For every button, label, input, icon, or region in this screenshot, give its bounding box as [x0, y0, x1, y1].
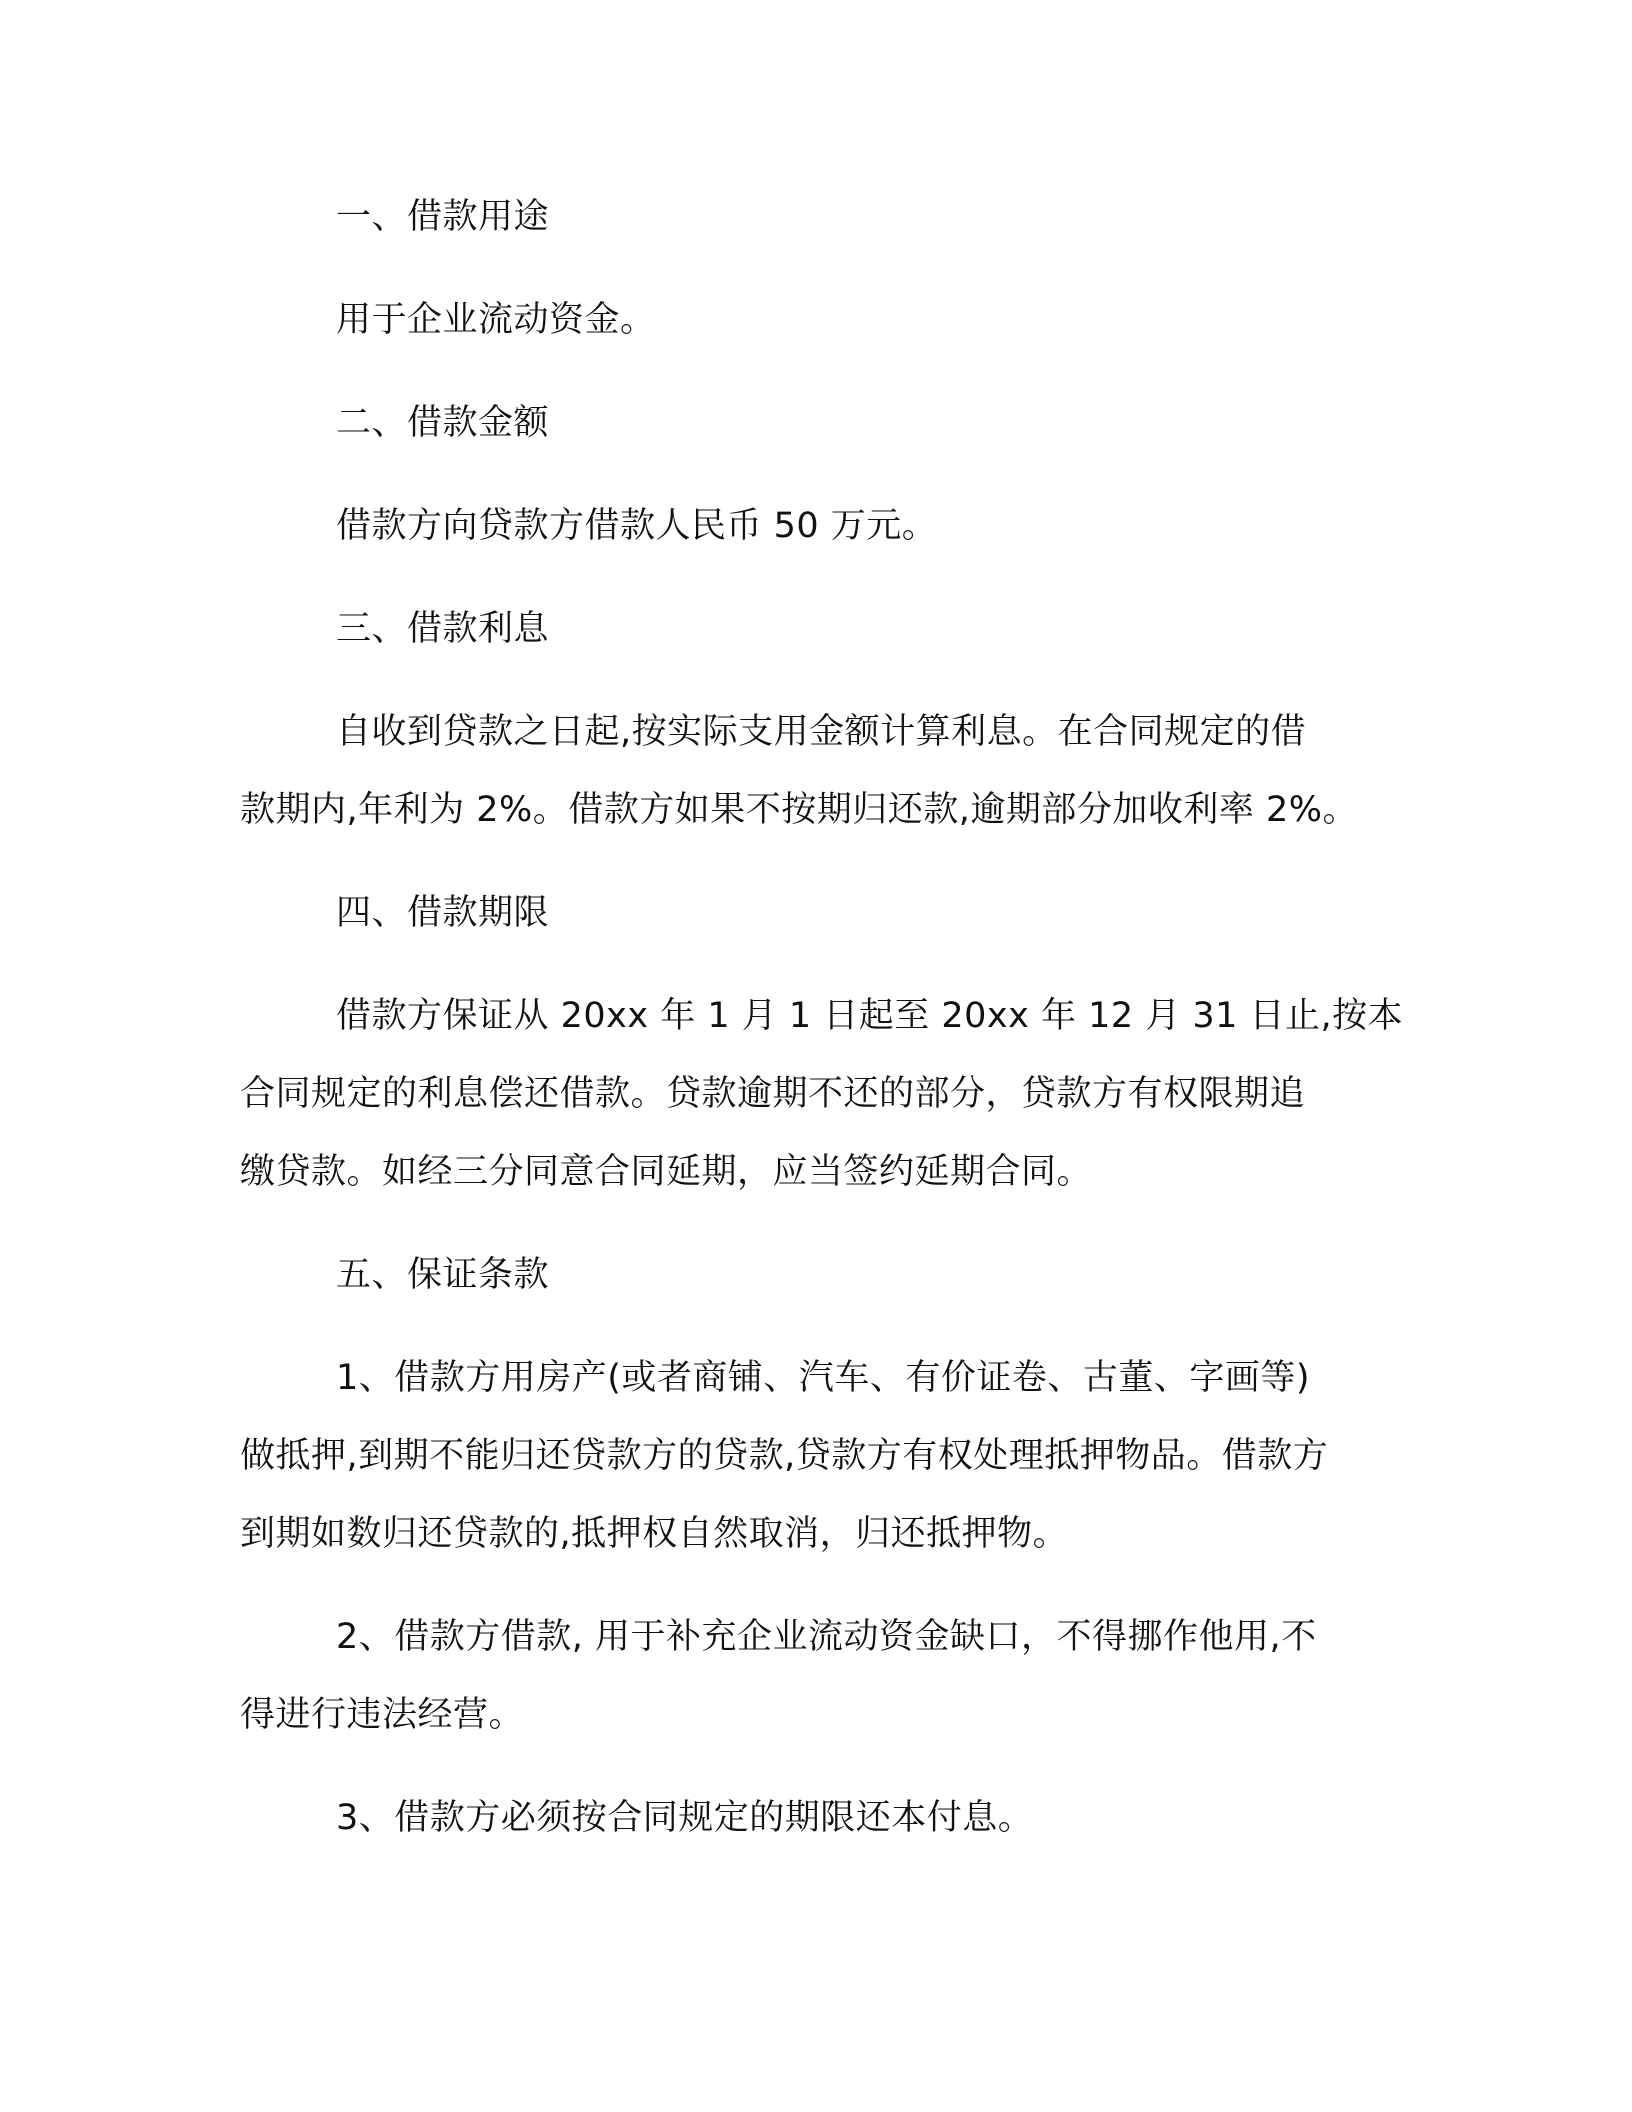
clause-line: 1、借款方用房产(或者商铺、汽车、有价证卷、古董、字画等) [336, 1358, 1311, 1398]
clause-line: 2、借款方借款, 用于补充企业流动资金缺口，不得挪作他用,不 [336, 1617, 1317, 1657]
clause-line: 做抵押,到期不能归还贷款方的贷款,贷款方有权处理抵押物品。借款方 [240, 1436, 1329, 1476]
clause-line: 到期如数归还贷款的,抵押权自然取消，归还抵押物。 [240, 1514, 1069, 1554]
clause-line: 得进行违法经营。 [240, 1695, 525, 1735]
section-heading-5: 五、保证条款 [336, 1255, 550, 1295]
section-heading-4: 四、借款期限 [336, 893, 550, 933]
paragraph-line: 款期内,年利为 2%。借款方如果不按期归还款,逾期部分加收利率 2%。 [240, 790, 1359, 830]
paragraph-line: 借款方向贷款方借款人民币 50 万元。 [336, 506, 938, 546]
paragraph-line: 自收到贷款之日起,按实际支用金额计算利息。在合同规定的借 [336, 712, 1307, 752]
paragraph-line: 借款方保证从 20xx 年 1 月 1 日起至 20xx 年 12 月 31 日止,按本 [336, 996, 1404, 1036]
paragraph-line: 缴贷款。如经三分同意合同延期，应当签约延期合同。 [240, 1152, 1093, 1192]
paragraph-line: 用于企业流动资金。 [336, 300, 656, 340]
paragraph-line: 合同规定的利息偿还借款。贷款逾期不还的部分，贷款方有权限期追 [240, 1074, 1306, 1114]
section-heading-2: 二、借款金额 [336, 403, 550, 443]
clause-line: 3、借款方必须按合同规定的期限还本付息。 [336, 1798, 1034, 1838]
section-heading-1: 一、借款用途 [336, 197, 550, 237]
section-heading-3: 三、借款利息 [336, 609, 550, 649]
